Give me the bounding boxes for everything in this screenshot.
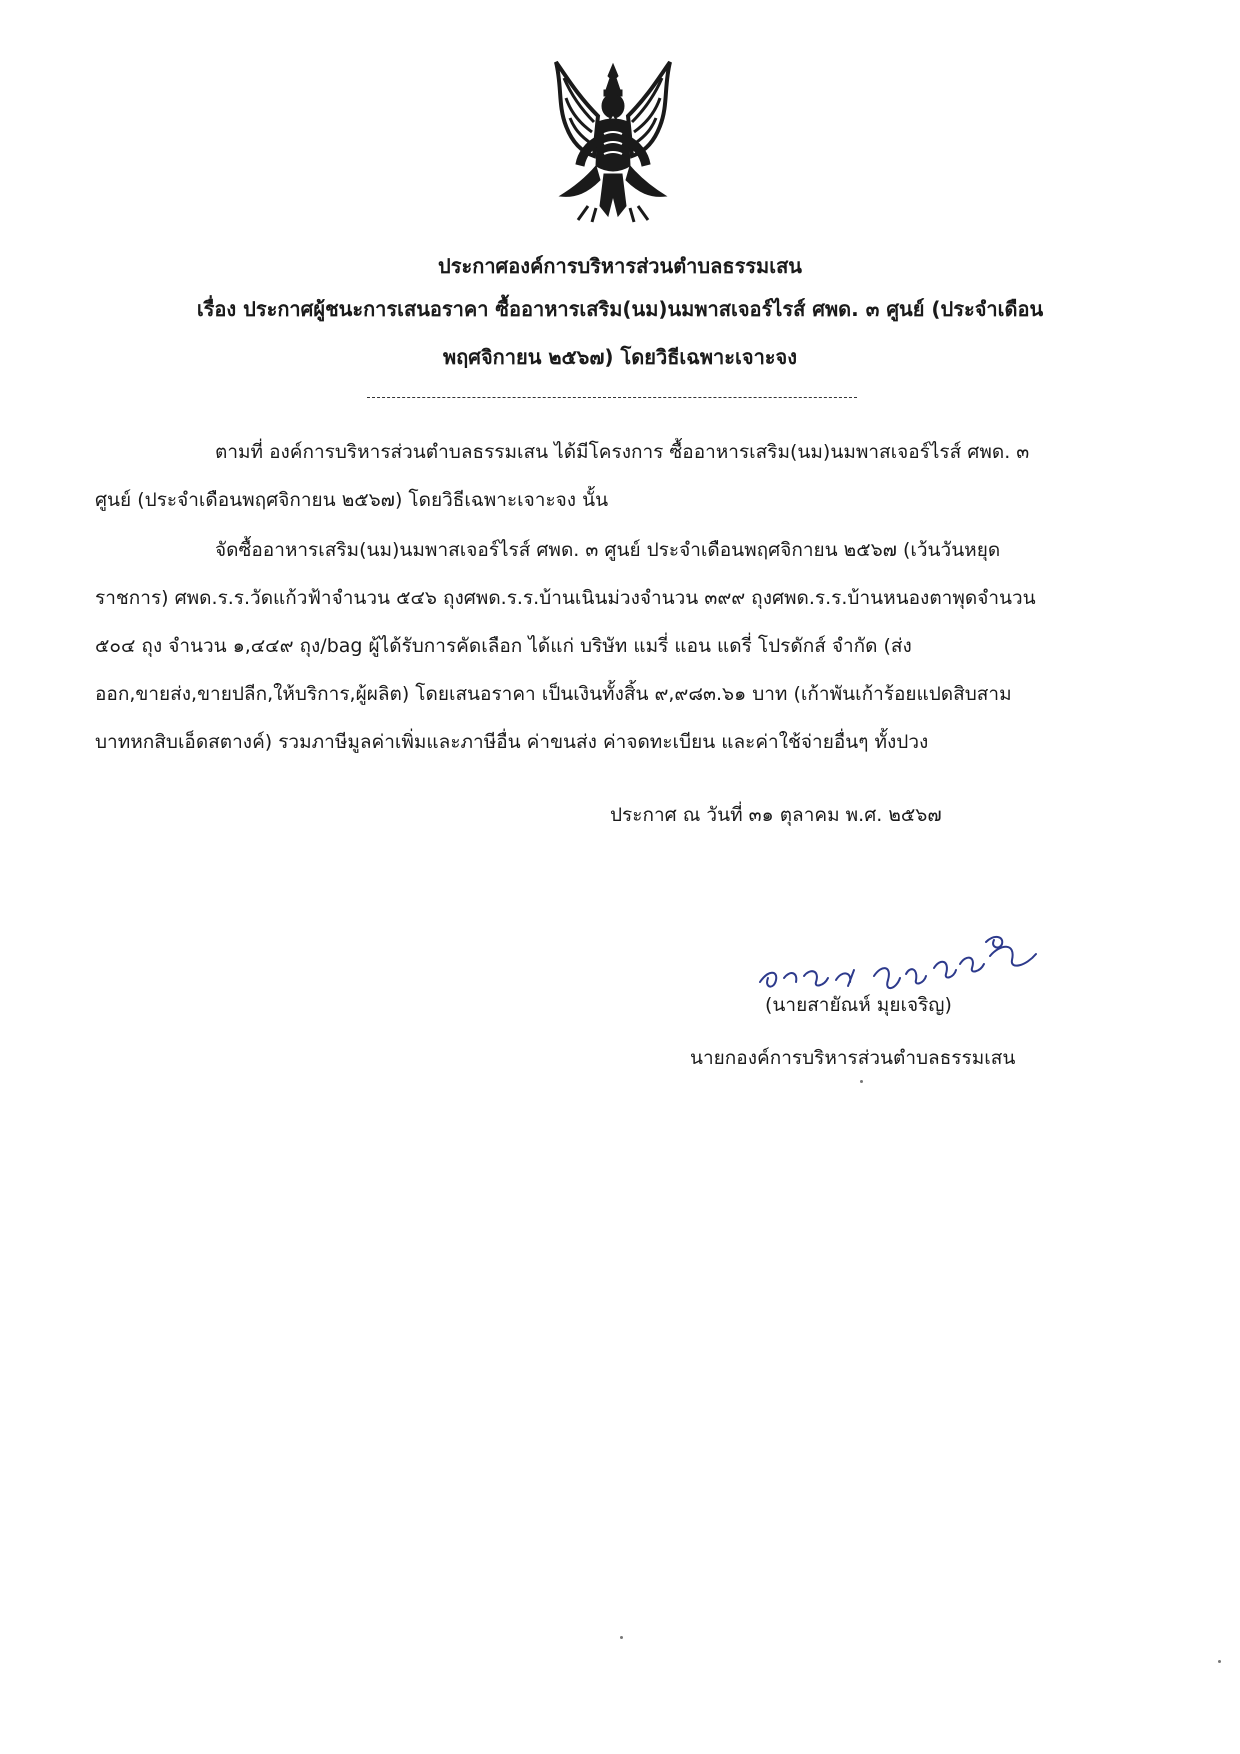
paragraph-1-line-1: ตามที่ องค์การบริหารส่วนตำบลธรรมเสน ได้มีโครงการ ซื้ออาหารเสริม(นม)นมพาสเจอร์ไรส์ ศพด. ๓ [215, 441, 1030, 463]
scan-speck [620, 1636, 623, 1639]
announcement-subject-line2: พฤศจิกายน ๒๕๖๗) โดยวิธีเฉพาะเจาะจง [442, 345, 798, 369]
announcement-title: ประกาศองค์การบริหารส่วนตำบลธรรมเสน [438, 254, 802, 278]
paragraph-2-line-4: ออก,ขายส่ง,ขายปลีก,ให้บริการ,ผู้ผลิต) โดยเสนอราคา เป็นเงินทั้งสิ้น ๙,๙๘๓.๖๑ บาท (เก้าพันเก้าร้อยแปดสิบสาม [95, 683, 1012, 705]
paragraph-2-line-2: ราชการ) ศพด.ร.ร.วัดแก้วฟ้าจำนวน ๕๔๖ ถุงศพด.ร.ร.บ้านเนินม่วงจำนวน ๓๙๙ ถุงศพด.ร.ร.บ้านหนองตาพุดจำนวน [95, 587, 1036, 609]
scan-speck [860, 1080, 863, 1083]
signatory-position: นายกองค์การบริหารส่วนตำบลธรรมเสน [690, 1047, 1016, 1069]
paragraph-2-line-5: บาทหกสิบเอ็ดสตางค์) รวมภาษีมูลค่าเพิ่มและภาษีอื่น ค่าขนส่ง ค่าจดทะเบียน และค่าใช้จ่ายอื่นๆ ทั้งปวง [95, 731, 929, 753]
paragraph-2-line-1: จัดซื้ออาหารเสริม(นม)นมพาสเจอร์ไรส์ ศพด. ๓ ศูนย์ ประจำเดือนพฤศจิกายน ๒๕๖๗ (เว้นวันหยุด [215, 539, 1001, 561]
divider-line [367, 397, 857, 398]
scan-speck [1218, 1660, 1221, 1663]
garuda-emblem-icon [548, 56, 678, 226]
handwritten-signature-icon [750, 920, 1070, 1000]
paragraph-2-line-3: ๕๐๔ ถุง จำนวน ๑,๔๔๙ ถุง/bag ผู้ได้รับการคัดเลือก ได้แก่ บริษัท แมรี่ แอน แดรี่ โปรดักส์ จำกัด (ส่ง [95, 635, 912, 657]
paragraph-1-line-2: ศูนย์ (ประจำเดือนพฤศจิกายน ๒๕๖๗) โดยวิธีเฉพาะเจาะจง นั้น [95, 489, 609, 511]
announcement-subject-line1: เรื่อง ประกาศผู้ชนะการเสนอราคา ซื้ออาหารเสริม(นม)นมพาสเจอร์ไรส์ ศพด. ๓ ศูนย์ (ประจำเดือน [196, 297, 1044, 321]
announcement-date: ประกาศ ณ วันที่ ๓๑ ตุลาคม พ.ศ. ๒๕๖๗ [610, 804, 942, 826]
signatory-name: (นายสายัณห์ มุยเจริญ) [765, 994, 952, 1016]
